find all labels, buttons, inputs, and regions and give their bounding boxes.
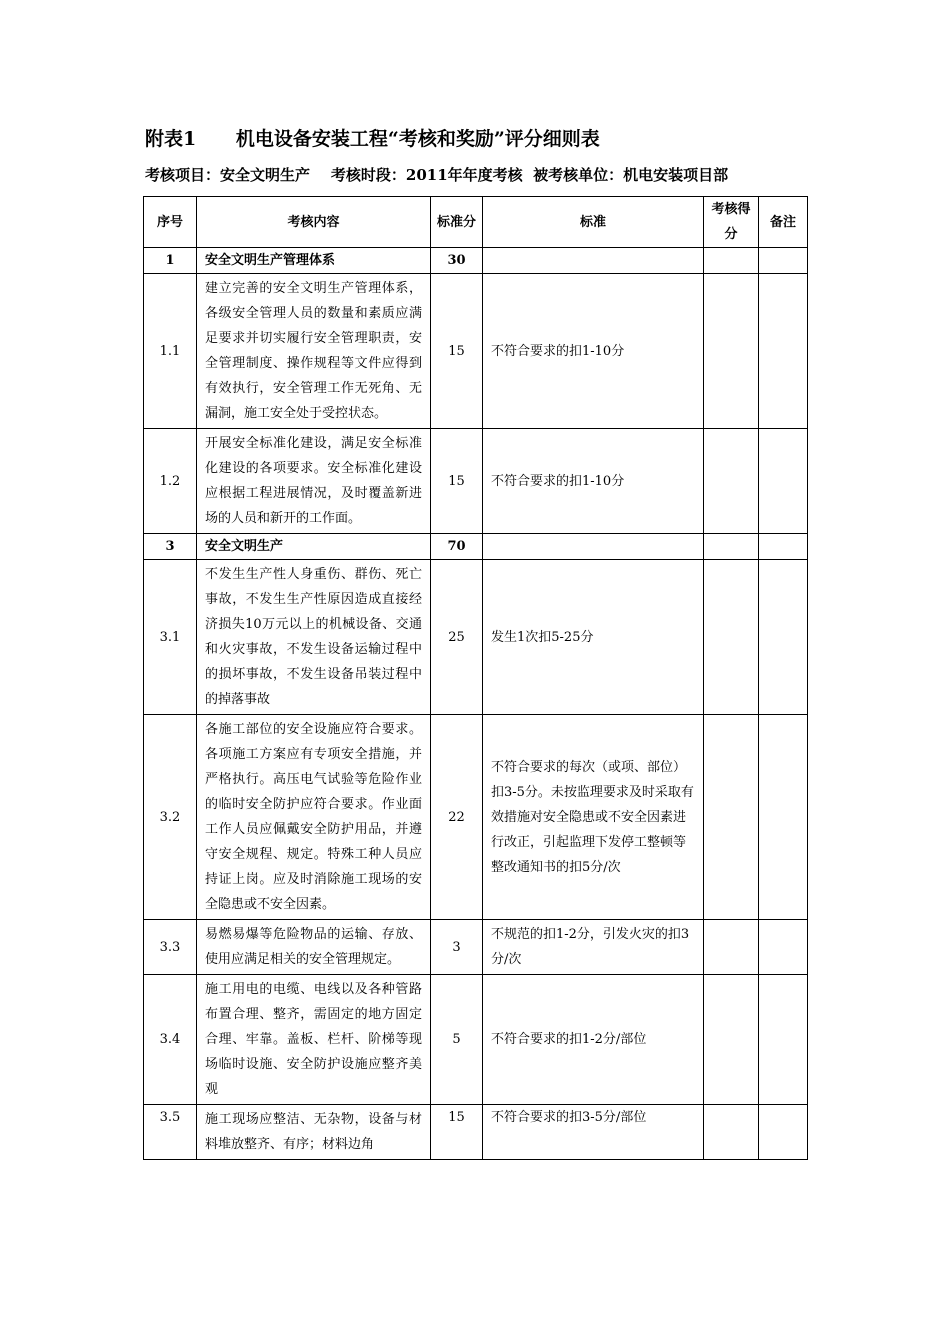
cell-result (704, 1105, 759, 1160)
cell-content: 建立完善的安全文明生产管理体系，各级安全管理人员的数量和素质应满足要求并切实履行安全管理职责，安全管理制度、操作规程等文件应得到有效执行，安全管理工作无死角、无漏洞，施工安全处于受控状态。 (197, 274, 431, 429)
cell-remark (759, 975, 808, 1105)
cell-score: 30 (431, 248, 483, 274)
cell-result (704, 920, 759, 975)
cell-score: 3 (431, 920, 483, 975)
cell-remark (759, 1105, 808, 1160)
cell-score: 15 (431, 1105, 483, 1160)
cell-result (704, 975, 759, 1105)
cell-standard: 不符合要求的每次（或项、部位）扣3-5分。未按监理要求及时采取有效措施对安全隐患或不安全因素进行改正，引起监理下发停工整顿等整改通知书的扣5分/次 (483, 715, 704, 920)
cell-remark (759, 715, 808, 920)
score-table (143, 196, 808, 1160)
cell-content: 施工现场应整洁、无杂物，设备与材料堆放整齐、有序；材料边角 (197, 1105, 431, 1160)
cell-result (704, 248, 759, 274)
cell-content: 不发生生产性人身重伤、群伤、死亡事故，不发生生产性原因造成直接经济损失10万元以上的机械设备、交通和火灾事故，不发生设备运输过程中的损坏事故，不发生设备吊装过程中的掉落事故 (197, 560, 431, 715)
cell-score: 5 (431, 975, 483, 1105)
cell-remark (759, 429, 808, 534)
cell-result (704, 560, 759, 715)
cell-no: 3.4 (144, 975, 197, 1105)
cell-standard (483, 534, 704, 560)
cell-result (704, 274, 759, 429)
table-row (144, 274, 808, 429)
cell-remark (759, 920, 808, 975)
cell-score: 22 (431, 715, 483, 920)
table-row (144, 975, 808, 1105)
cell-no: 1.1 (144, 274, 197, 429)
cell-content: 易燃易爆等危险物品的运输、存放、使用应满足相关的安全管理规定。 (197, 920, 431, 975)
cell-content: 施工用电的电缆、电线以及各种管路布置合理、整齐，需固定的地方固定合理、牢靠。盖板、栏杆、阶梯等现场临时设施、安全防护设施应整齐美观 (197, 975, 431, 1105)
cell-content: 开展安全标准化建设，满足安全标准化建设的各项要求。安全标准化建设应根据工程进展情况，及时覆盖新进场的人员和新开的工作面。 (197, 429, 431, 534)
document-title: 附表1 机电设备安装工程“考核和奖励”评分细则表 (145, 128, 600, 150)
header-remark: 备注 (759, 197, 808, 248)
cell-standard (483, 248, 704, 274)
cell-standard: 不符合要求的扣3-5分/部位 (483, 1105, 704, 1160)
cell-score: 70 (431, 534, 483, 560)
table-row (144, 248, 808, 274)
cell-content: 安全文明生产 (197, 534, 431, 560)
cell-no: 3.3 (144, 920, 197, 975)
cell-remark (759, 560, 808, 715)
cell-content: 各施工部位的安全设施应符合要求。各项施工方案应有专项安全措施，并严格执行。高压电气试验等危险作业的临时安全防护应符合要求。作业面工作人员应佩戴安全防护用品，并遵守安全规程、规定。特殊工种人员应持证上岗。应及时消除施工现场的安全隐患或不安全因素。 (197, 715, 431, 920)
cell-score: 15 (431, 429, 483, 534)
header-content: 考核内容 (197, 197, 431, 248)
cell-no: 1 (144, 248, 197, 274)
cell-no: 3.2 (144, 715, 197, 920)
cell-score: 25 (431, 560, 483, 715)
cell-score: 15 (431, 274, 483, 429)
cell-no: 3 (144, 534, 197, 560)
header-standard: 标准 (483, 197, 704, 248)
cell-standard: 发生1次扣5-25分 (483, 560, 704, 715)
cell-remark (759, 274, 808, 429)
cell-no: 1.2 (144, 429, 197, 534)
table-row (144, 429, 808, 534)
table-row (144, 1105, 808, 1160)
cell-standard: 不符合要求的扣1-2分/部位 (483, 975, 704, 1105)
cell-no: 3.1 (144, 560, 197, 715)
cell-result (704, 715, 759, 920)
cell-standard: 不规范的扣1-2分，引发火灾的扣3分/次 (483, 920, 704, 975)
cell-remark (759, 534, 808, 560)
cell-result (704, 429, 759, 534)
table-row (144, 560, 808, 715)
header-result: 考核得分 (704, 197, 759, 248)
header-score: 标准分 (431, 197, 483, 248)
table-row (144, 534, 808, 560)
cell-result (704, 534, 759, 560)
table-row (144, 715, 808, 920)
cell-remark (759, 248, 808, 274)
cell-no: 3.5 (144, 1105, 197, 1160)
document-subtitle: 考核项目：安全文明生产 考核时段：2011年年度考核 被考核单位：机电安装项目部 (145, 166, 729, 184)
cell-content: 安全文明生产管理体系 (197, 248, 431, 274)
cell-standard: 不符合要求的扣1-10分 (483, 429, 704, 534)
cell-standard: 不符合要求的扣1-10分 (483, 274, 704, 429)
table-header-row (144, 197, 808, 248)
header-no: 序号 (144, 197, 197, 248)
table-row (144, 920, 808, 975)
